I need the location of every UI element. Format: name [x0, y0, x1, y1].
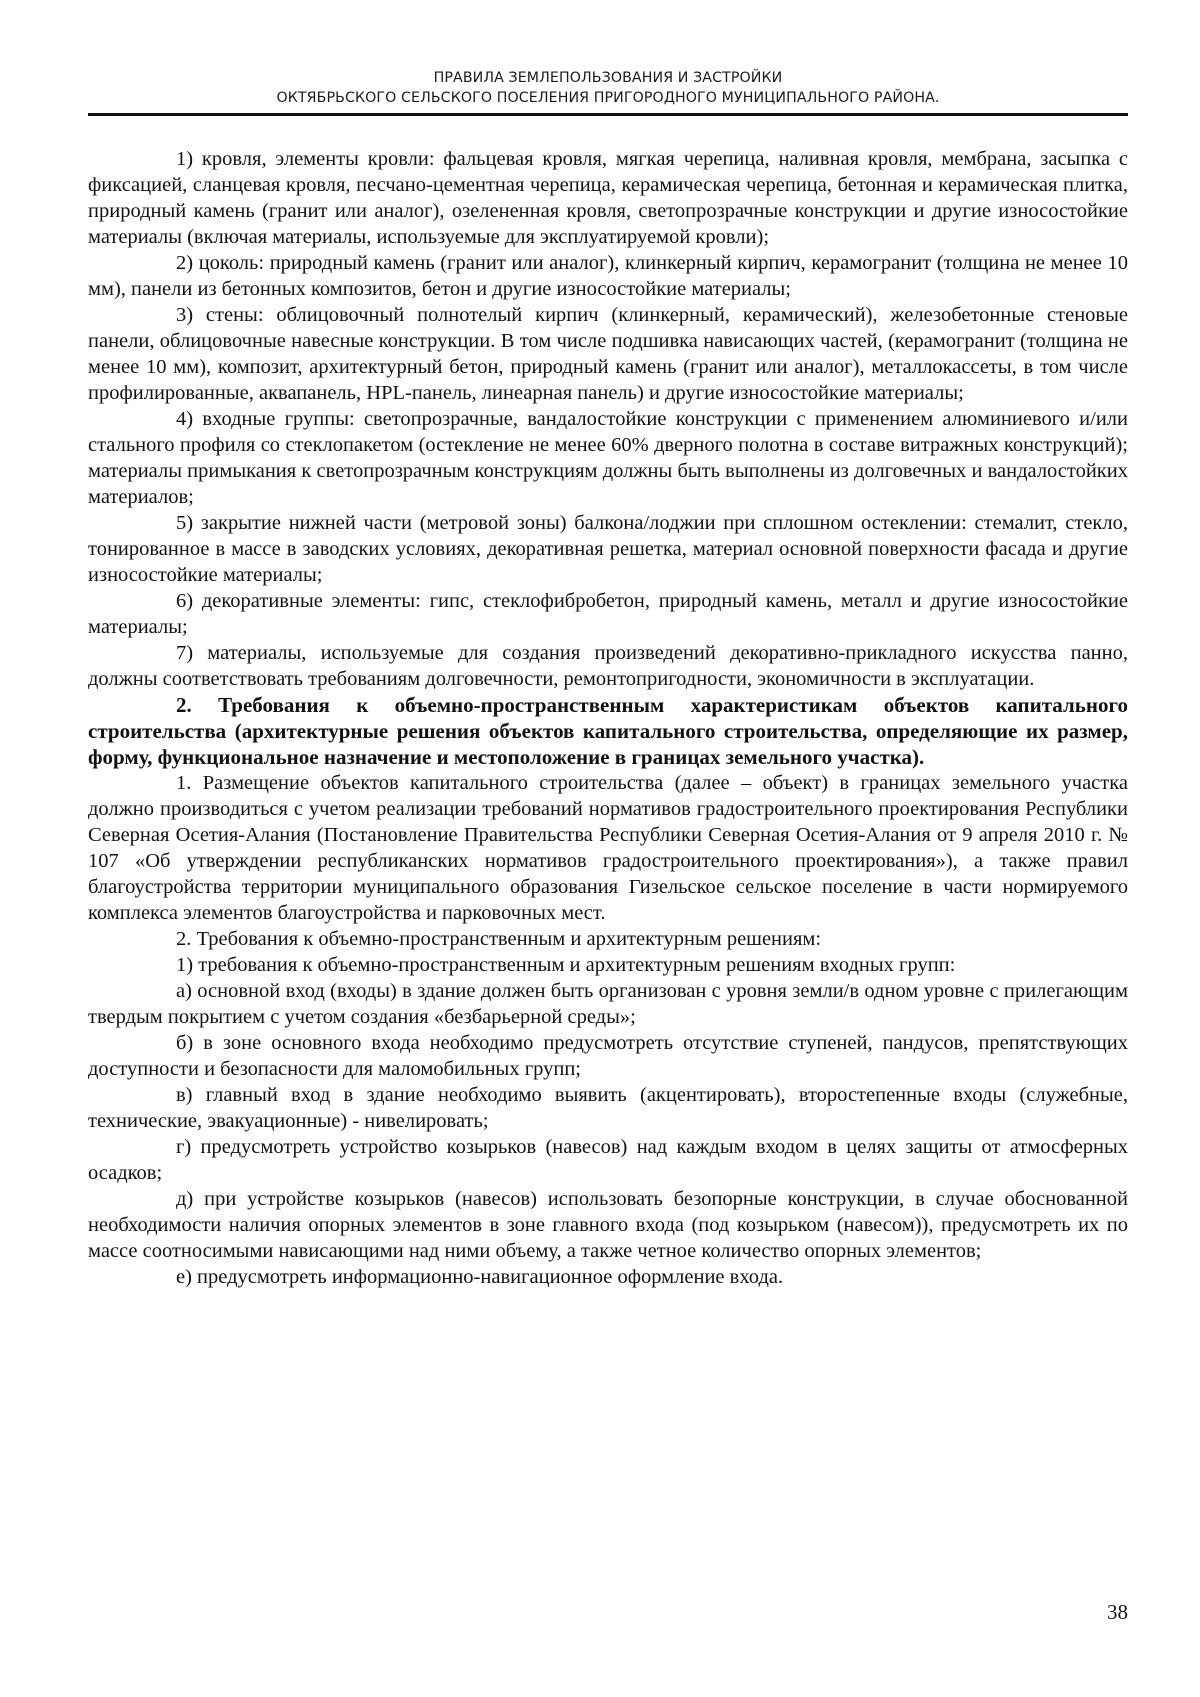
- paragraph-item-g: г) предусмотреть устройство козырьков (навесов) над каждым входом в целях защиты от атмосферных осадков;: [88, 1136, 1128, 1184]
- paragraph-item-e: е) предусмотреть информационно-навигационное оформление входа.: [176, 1266, 784, 1288]
- paragraph-entrance-requirements: 1) требования к объемно-пространственным и архитектурным решениям входных групп:: [176, 954, 956, 976]
- header-title-line-2: ОКТЯБРЬСКОГО СЕЛЬСКОГО ПОСЕЛЕНИЯ ПРИГОРОДНОГО МУНИЦИПАЛЬНОГО РАЙОНА.: [276, 90, 940, 106]
- paragraph-decorative-elements: 6) декоративные элементы: гипс, стеклофибробетон, природный камень, металл и другие износостойкие материалы;: [88, 590, 1128, 638]
- paragraph-item-d: д) при устройстве козырьков (навесов) использовать безопорные конструкции, в случае обоснованной необходимости наличия опорных элементов в зоне главного входа (под козырьком (навесом)), предусмотреть их по массе соотносимыми нависающими над ними объему, а также четное количество опорных элементов;: [88, 1188, 1128, 1262]
- header-rule: [88, 113, 1128, 116]
- paragraph-requirements-intro: 2. Требования к объемно-пространственным и архитектурным решениям:: [176, 928, 822, 950]
- paragraph-art-materials: 7) материалы, используемые для создания произведений декоративно-прикладного искусства панно, должны соответствовать требованиям долговечности, ремонтопригодности, экономичности в эксплуатации.: [88, 642, 1128, 690]
- paragraph-entrance-groups: 4) входные группы: светопрозрачные, вандалостойкие конструкции с применением алюминиевого и/или стального профиля со стеклопакетом (остекление не менее 60% дверного полотна в составе витражных конструкций); материалы примыкания к светопрозрачным конструкциям должны быть выполнены из долговечных и вандалостойких материалов;: [88, 408, 1128, 508]
- paragraph-item-a: а) основной вход (входы) в здание должен быть организован с уровня земли/в одном уровне с прилегающим твердым покрытием с учетом создания «безбарьерной среды»;: [88, 980, 1128, 1028]
- paragraph-balcony: 5) закрытие нижней части (метровой зоны) балкона/лоджии при сплошном остеклении: стемалит, стекло, тонированное в массе в заводских условиях, декоративная решетка, материал основной поверхности фасада и другие износостойкие материалы;: [88, 512, 1128, 586]
- paragraph-walls: 3) стены: облицовочный полнотелый кирпич (клинкерный, керамический), железобетонные стеновые панели, облицовочные навесные конструкции. В том числе подшивка нависающих частей, (керамогранит (толщина не менее 10 мм), композит, архитектурный бетон, природный камень (гранит или аналог), металлокассеты, в том числе профилированные, аквапанель, HPL-панель, линеарная панель) и другие износостойкие материалы;: [88, 304, 1128, 404]
- page-header: [88, 68, 1128, 116]
- paragraph-item-v: в) главный вход в здание необходимо выявить (акцентировать), второстепенные входы (служебные, технические, эвакуационные) - нивелировать;: [88, 1084, 1128, 1132]
- header-title-line-1: ПРАВИЛА ЗЕМЛЕПОЛЬЗОВАНИЯ И ЗАСТРОЙКИ: [433, 70, 783, 86]
- section-heading: 2. Требования к объемно-пространственным характеристикам объектов капитального строительства (архитектурные решения объектов капитального строительства, определяющие их размер, форму, функциональное назначение и местоположение в границах земельного участка).: [88, 693, 1128, 769]
- paragraph-plinth: 2) цоколь: природный камень (гранит или аналог), клинкерный кирпич, керамогранит (толщина не менее 10 мм), панели из бетонных композитов, бетон и другие износостойкие материалы;: [88, 252, 1128, 300]
- paragraph-roofing: 1) кровля, элементы кровли: фальцевая кровля, мягкая черепица, наливная кровля, мембрана, засыпка с фиксацией, сланцевая кровля, песчано-цементная черепица, керамическая черепица, бетонная и керамическая плитка, природный камень (гранит или аналог), озелененная кровля, светопрозрачные конструкции и другие износостойкие материалы (включая материалы, используемые для эксплуатируемой кровли);: [88, 148, 1128, 248]
- document-body: [88, 146, 1128, 1290]
- paragraph-placement: 1. Размещение объектов капитального строительства (далее – объект) в границах земельного участка должно производиться с учетом реализации требований нормативов градостроительного проектирования Республики Северная Осетия-Алания (Постановление Правительства Республики Северная Осетия-Алания от 9 апреля 2010 г. № 107 «Об утверждении республиканских нормативов градостроительного проектирования»), а также правил благоустройства территории муниципального образования Гизельское сельское поселение в части нормируемого комплекса элементов благоустройства и парковочных мест.: [88, 772, 1128, 924]
- page-number: 38: [1107, 1600, 1128, 1624]
- paragraph-item-b: б) в зоне основного входа необходимо предусмотреть отсутствие ступеней, пандусов, препятствующих доступности и безопасности для маломобильных групп;: [88, 1032, 1128, 1080]
